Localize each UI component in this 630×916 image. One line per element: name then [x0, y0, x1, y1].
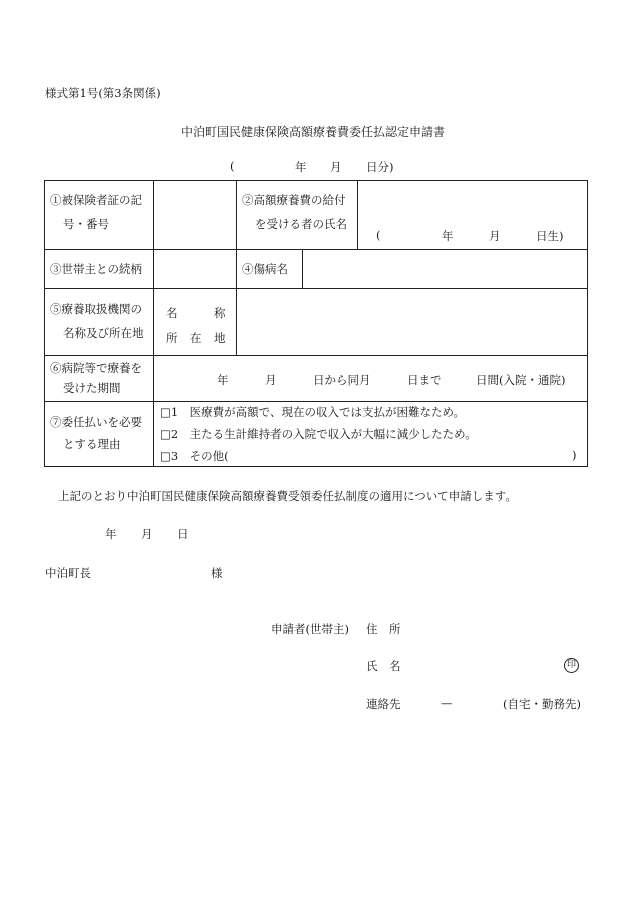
period-from: 日から同月 — [313, 373, 371, 387]
delegation-reason-label-line1: ⑦委任払いを必要 — [50, 415, 142, 429]
recipient-name-label — [242, 190, 347, 234]
table-rule — [44, 401, 588, 402]
recipient-name-label-line2: を受ける者の氏名 — [255, 217, 347, 231]
date-open: ( — [230, 159, 235, 173]
table-border-right — [587, 180, 588, 467]
date-day: 日分) — [366, 160, 394, 174]
table-column-rule — [153, 180, 154, 467]
seal-mark: 印 — [564, 658, 579, 673]
period-days: 日間(入院・通院) — [476, 373, 566, 387]
table-column-rule — [302, 249, 303, 289]
reason-option-1[interactable]: □1 医療費が高額で、現在の収入では支払が困難なため。 — [160, 405, 465, 419]
table-rule — [44, 355, 588, 356]
application-statement: 上記のとおり中泊町国民健康保険高額療養費受領委任払制度の適用について申請します。 — [58, 489, 517, 503]
table-rule — [44, 288, 588, 289]
contact-note: (自宅・勤務先) — [503, 697, 581, 711]
table-column-rule — [236, 180, 237, 289]
reason-other-close: ) — [572, 448, 577, 462]
table-border-top — [44, 180, 588, 181]
treatment-period-label — [50, 358, 142, 398]
illness-name-label: ④傷病名 — [242, 262, 288, 276]
applicant-contact-label: 連絡先 — [366, 697, 401, 711]
medical-institution-label-line2: 名称及び所在地 — [63, 326, 144, 340]
date-month: 月 — [330, 160, 342, 174]
insurance-number-label — [50, 190, 142, 234]
period-to: 日まで — [407, 373, 442, 387]
contact-dash: — — [441, 696, 453, 710]
institution-address-char2: 在 — [190, 331, 202, 345]
table-border-left — [44, 180, 45, 467]
delegation-reason-label — [50, 412, 142, 454]
addressee-honorific: 様 — [211, 566, 223, 580]
institution-address-char3: 地 — [214, 331, 226, 345]
form-number: 様式第1号(第3条関係) — [45, 86, 161, 100]
date-year: 年 — [295, 160, 307, 174]
table-column-rule — [236, 288, 237, 356]
institution-name-char1: 名 — [166, 306, 178, 320]
birth-month: 月 — [489, 229, 501, 243]
insurance-number-label-line1: ①被保険者証の記 — [50, 193, 142, 207]
page-title: 中泊町国民健康保険高額療養費委任払認定申請書 — [181, 125, 446, 139]
reason-option-2[interactable]: □2 主たる生計維持者の入院で収入が大幅に減少したため。 — [160, 427, 477, 441]
applicant-label: 申請者(世帯主) — [271, 622, 349, 636]
birth-open: ( — [376, 228, 381, 242]
table-rule — [44, 249, 588, 250]
period-month: 月 — [265, 373, 277, 387]
table-column-rule — [357, 180, 358, 250]
addressee-office: 中泊町長 — [45, 566, 91, 580]
sign-day: 日 — [177, 527, 189, 541]
insurance-number-label-line2: 号・番号 — [63, 217, 109, 231]
treatment-period-label-line1: ⑥病院等で療養を — [50, 361, 142, 375]
institution-address-char1: 所 — [166, 331, 178, 345]
birth-day: 日生) — [536, 229, 564, 243]
medical-institution-label — [50, 299, 144, 343]
treatment-period-label-line2: 受けた期間 — [63, 381, 121, 395]
reason-option-3[interactable]: □3 その他( — [160, 449, 229, 463]
table-border-bottom — [44, 466, 588, 467]
relationship-label: ③世帯主との続柄 — [50, 262, 142, 276]
medical-institution-label-line1: ⑤療養取扱機関の — [50, 302, 142, 316]
applicant-address-label: 住 所 — [366, 622, 401, 636]
delegation-reason-label-line2: とする理由 — [63, 437, 121, 451]
sign-month: 月 — [141, 527, 153, 541]
applicant-name-label: 氏 名 — [366, 659, 401, 673]
recipient-name-label-line1: ②高額療養費の給付 — [242, 193, 346, 207]
birth-year: 年 — [442, 229, 454, 243]
period-year: 年 — [217, 373, 229, 387]
sign-year: 年 — [105, 527, 117, 541]
institution-name-char2: 称 — [214, 306, 226, 320]
